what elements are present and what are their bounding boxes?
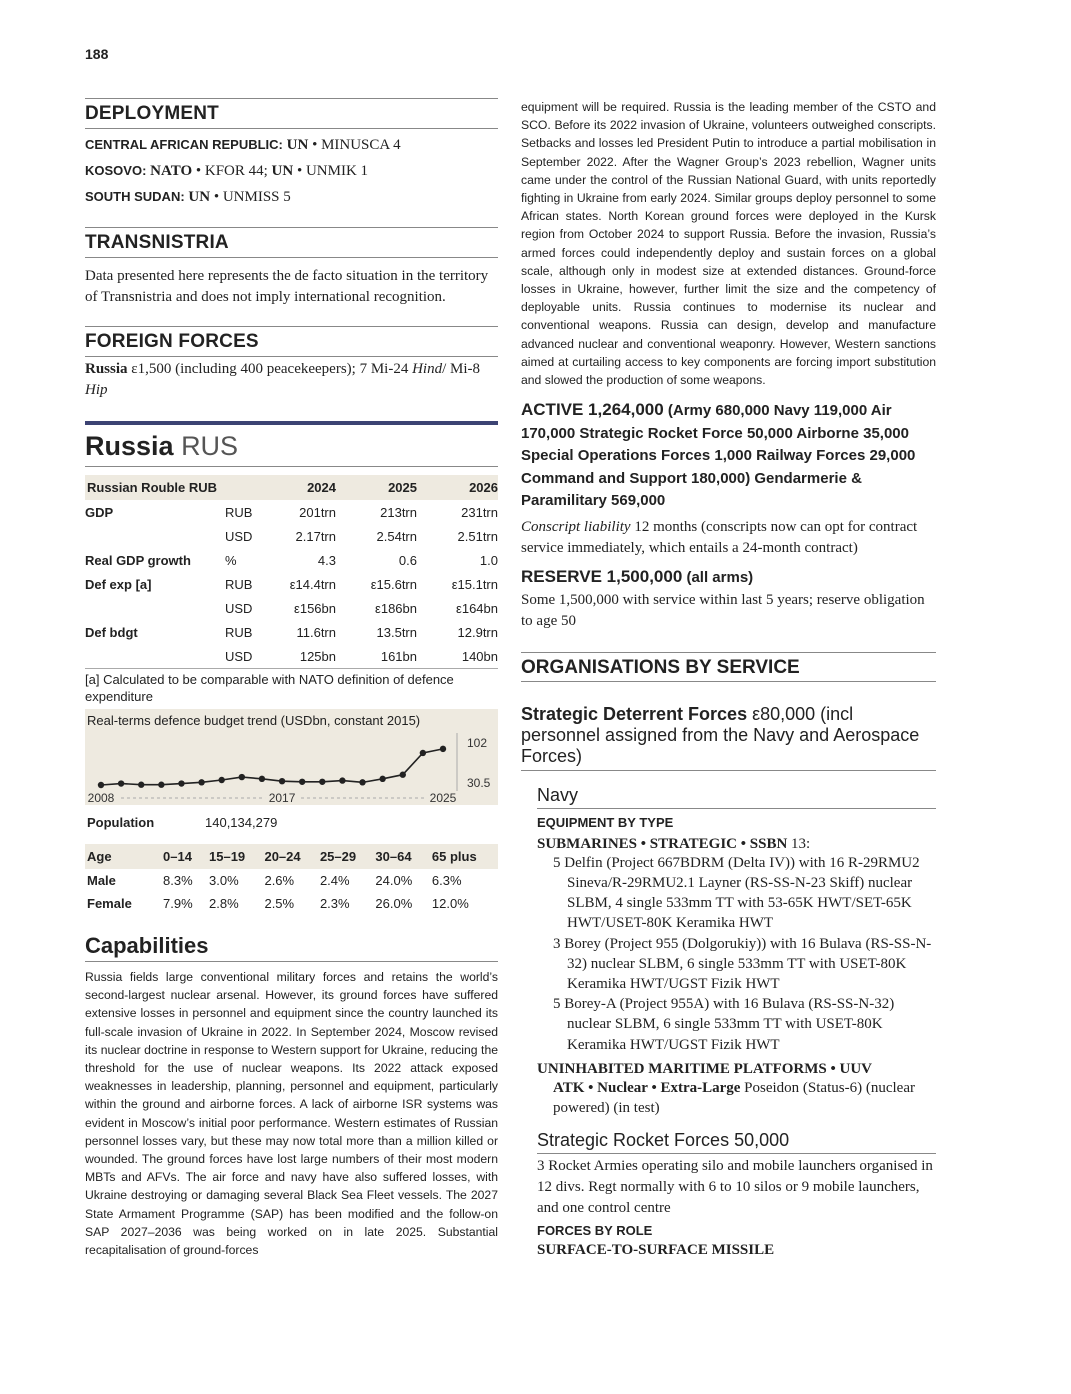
- transnistria-text: Data presented here represents the de facto situation in the territory of Transnistria and does not imply international recognition.: [85, 268, 489, 305]
- chart-point: [279, 778, 285, 784]
- navy-section: [537, 785, 936, 1259]
- capabilities-text: Russia fields large conventional military forces and retains the world’s second-largest nuclear arsenal. However, its ground forces have suffered extensive losses in personnel and equipment since the country launched its full-scale invasion of Ukraine in 2022. In September 2024, Moscow revised its nuclear doctrine in response to Western support for Ukraine, reducing the threshold for the use of nuclear weapons. Its 2022 attack exposed weaknesses in leadership, planning, personnel and equipment, particularly within the ground and airborne forces. A lack of airborne ISR systems was evident in Moscow’s initial poor performance. Western estimates of Russian personnel losses vary, but these may now total more than a million killed or wounded. The ground forces have lost large numbers of their most modern MBTs and AFVs. The air force and navy have also suffered losses, with Ukraine destroying or damaging several Black Sea Fleet vessels. The 2027 State Armament Programme (SAP) has been modified and the follow-on SAP 2027–2036 was being worked on in late 2025. Substantial recapitalisation of ground-forces: [85, 970, 498, 1258]
- economy-cell: RUB: [225, 504, 253, 520]
- economy-header-cell: 2025: [336, 475, 417, 500]
- chart-point: [198, 779, 204, 785]
- age-header-cell: 25–29: [318, 844, 373, 869]
- economy-cell: ε186bn: [375, 600, 417, 616]
- sdf-detail: ε80,000 (incl personnel assigned from the Navy and Aerospace Forces): [521, 703, 920, 766]
- right-column: [521, 98, 936, 1259]
- reserve-detail: (all arms): [682, 568, 754, 586]
- population-value: 140,134,279: [205, 815, 278, 830]
- submarines-count: 13:: [787, 835, 811, 852]
- economy-row: [85, 620, 498, 644]
- chart-series-line: [101, 749, 443, 785]
- sdf-heading: [521, 704, 936, 771]
- economy-cell: %: [225, 552, 237, 568]
- age-cell: Male: [87, 873, 116, 888]
- chart-point: [178, 780, 184, 786]
- srf-heading: [537, 1130, 936, 1154]
- deployment-org: NATO: [150, 163, 193, 179]
- chart-point: [138, 782, 144, 788]
- conscript-detail: 12 months (conscripts now can opt for contract service immediately, which entails a 24-month contract): [521, 518, 918, 556]
- srf-text: 3 Rocket Armies operating silo and mobile launchers organised in 12 divs. Regt normally with 6 to 10 silos or 9 mobile launchers, and one control centre: [537, 1158, 933, 1217]
- economy-row: [85, 572, 498, 596]
- deployment-mission: • UNMISS 5: [210, 189, 291, 205]
- foreign-forces-mid: / Mi-8: [442, 361, 481, 377]
- capabilities-heading: Capabilities: [85, 933, 498, 962]
- deployment-country: SOUTH SUDAN:: [85, 189, 185, 204]
- deployment-list: [85, 137, 498, 205]
- chart-point: [440, 746, 446, 752]
- ssm-label: SURFACE-TO-SURFACE MISSILE: [537, 1242, 775, 1259]
- economy-cell: Def exp [a]: [85, 576, 152, 592]
- chart-point: [158, 782, 164, 788]
- economy-cell: 125bn: [299, 648, 336, 664]
- chart-point: [379, 776, 385, 782]
- srf-title: Strategic Rocket Forces: [537, 1130, 730, 1151]
- economy-cell: 140bn: [461, 648, 498, 664]
- deployment-heading: DEPLOYMENT: [85, 98, 498, 129]
- economy-header-cell: Russian Rouble RUB: [85, 475, 225, 500]
- economy-cell: 2.17trn: [295, 528, 336, 544]
- age-cell: 2.5%: [264, 896, 295, 911]
- country-divider: [85, 421, 498, 425]
- economy-cell: GDP: [85, 504, 114, 520]
- foreign-forces-text: [85, 359, 498, 401]
- capabilities-continued: equipment will be required. Russia is the leading member of the CSTO and SCO. Before its 2022 invasion of Ukraine, volunteers outweighed conscripts. Setbacks and losses led President Putin to introduce a partial mobilisation in September 2022. After the Wagner Group’s 2023 rebellion, Wagner units came under the control of the Russian National Guard, with units reportedly fighting in Ukraine from early 2024. Similar groups deploy personnel to some African states. North Korean ground forces were deployed in the Kursk region from October 2024 to support Russia. Before the invasion, Russia’s armed forces could independently deploy and sustain forces on a global scale, although only in modest size at extended distances. Ground-force losses in Ukraine, however, further limit the size and the competency of deployable units. Russia continues to modernise its nuclear and conventional weapons. Russia can design, develop and manufacture advanced nuclear and conventional weaponry. However, Western sanctions aimed at curtailing access to key components are forcing import substitution and slowed the production of some weapons.: [521, 100, 936, 388]
- age-cell: 6.3%: [431, 873, 462, 888]
- chart-point: [219, 777, 225, 783]
- chart-x-tick-label: 2008: [87, 791, 115, 805]
- ssbn-item: 3 Borey (Project 955 (Dolgorukiy)) with 16 Bulava (RS-SS-N-32) nuclear SLBM, 6 single 533mm TT with USET-80K Keramika HWT/UGST Fizik HWT: [553, 935, 932, 992]
- chart-x-tick-label: 2025: [429, 791, 457, 805]
- deployment-mission: • KFOR 44;: [192, 163, 272, 179]
- submarines-line: [537, 836, 936, 853]
- age-header-cell: 30–64: [373, 844, 430, 869]
- chart-title: Real-terms defence budget trend (USDbn, constant 2015): [87, 713, 421, 728]
- age-header-cell: 20–24: [262, 844, 317, 869]
- submarines-label: SUBMARINES • STRATEGIC • SSBN: [537, 835, 788, 852]
- deployment-org: UN: [286, 137, 309, 153]
- chart-point: [359, 779, 365, 785]
- economy-cell: 1.0: [479, 552, 498, 568]
- age-header-cell: 0–14: [161, 844, 207, 869]
- economy-row: [85, 548, 498, 572]
- foreign-forces-detail: ε1,500 (including 400 peacekeepers); 7 Mi-24: [127, 361, 413, 377]
- economy-cell: 12.9trn: [457, 624, 498, 640]
- age-cell: 2.3%: [319, 896, 350, 911]
- economy-cell: [85, 596, 225, 620]
- economy-cell: 2.54trn: [376, 528, 417, 544]
- age-header-row: [85, 844, 498, 869]
- chart-point: [339, 777, 345, 783]
- organisations-heading: ORGANISATIONS BY SERVICE: [521, 652, 936, 682]
- economy-cell: 213trn: [380, 504, 417, 520]
- economy-cell: 201trn: [299, 504, 336, 520]
- chart-point: [118, 780, 124, 786]
- foreign-forces-country: Russia: [85, 361, 128, 377]
- economy-cell: [85, 524, 225, 548]
- chart-point: [319, 779, 325, 785]
- active-strength: [521, 399, 936, 513]
- economy-cell: 161bn: [380, 648, 417, 664]
- deployment-country: CENTRAL AFRICAN REPUBLIC:: [85, 137, 283, 152]
- defence-budget-chart: [85, 709, 498, 805]
- chart-y-tick-label: 30.5: [467, 776, 491, 790]
- age-cell: 2.8%: [209, 896, 239, 911]
- uuv-line: UNINHABITED MARITIME PLATFORMS • UUV: [537, 1060, 872, 1077]
- conscript-label: Conscript liability: [521, 518, 631, 535]
- srf-count: 50,000: [729, 1130, 790, 1151]
- chart-point: [98, 782, 104, 788]
- economy-cell: ε15.6trn: [370, 576, 417, 592]
- age-header-cell: Age: [85, 844, 161, 869]
- economy-row: [85, 644, 498, 668]
- chart-point: [420, 750, 426, 756]
- economy-cell: 4.3: [317, 552, 336, 568]
- age-cell: 3.0%: [209, 873, 239, 888]
- reserve-strength: [521, 567, 936, 587]
- economy-cell: 2.51trn: [457, 528, 498, 544]
- economy-header-row: [85, 475, 498, 500]
- economy-cell: USD: [225, 600, 253, 616]
- economy-header-cell: [225, 475, 255, 500]
- economy-cell: RUB: [225, 576, 253, 592]
- conscript-text: [521, 517, 936, 559]
- ssbn-item: 5 Borey-A (Project 955A) with 16 Bulava (RS-SS-N-32) nuclear SLBM, 6 single 533mm TT with USET-80K Keramika HWT/UGST Fizik HWT: [553, 996, 895, 1053]
- economy-footnote: [a] Calculated to be comparable with NATO definition of defence expenditure: [85, 668, 498, 705]
- economy-header-cell: 2026: [417, 475, 498, 500]
- economy-cell: ε14.4trn: [289, 576, 336, 592]
- age-cell: 12.0%: [431, 896, 469, 911]
- age-cell: Female: [87, 896, 132, 911]
- economy-cell: [85, 644, 225, 668]
- forces-by-role-label: FORCES BY ROLE: [537, 1223, 653, 1239]
- economy-row: [85, 524, 498, 548]
- country-name: Russia: [85, 431, 174, 461]
- page-number: 188: [85, 46, 109, 62]
- chart-point: [400, 772, 406, 778]
- country-title: [85, 431, 498, 467]
- age-cell: 24.0%: [375, 873, 413, 888]
- deployment-line: [85, 137, 498, 153]
- deployment-line: [85, 163, 498, 179]
- age-cell: 2.4%: [319, 873, 350, 888]
- population-label: Population: [87, 815, 155, 830]
- economy-cell: 13.5trn: [376, 624, 417, 640]
- population-row: [85, 815, 498, 830]
- transnistria-heading: TRANSNISTRIA: [85, 227, 498, 258]
- deployment-org: UN: [271, 163, 294, 179]
- atk-text: Poseidon (Status-6) (nuclear powered) (in test): [553, 1079, 915, 1116]
- deployment-country: KOSOVO:: [85, 163, 147, 178]
- deployment-line: [85, 189, 498, 205]
- deployment-mission: • MINUSCA 4: [308, 137, 401, 153]
- foreign-forces-hind: Hind: [412, 361, 443, 377]
- chart-point: [299, 779, 305, 785]
- age-header-cell: 15–19: [207, 844, 262, 869]
- age-cell: 7.9%: [163, 896, 193, 911]
- country-code: RUS: [181, 431, 239, 461]
- equipment-label: EQUIPMENT BY TYPE: [537, 814, 674, 830]
- economy-cell: 11.6trn: [296, 624, 336, 640]
- economy-cell: ε156bn: [294, 600, 336, 616]
- active-detail: (Army 680,000 Navy 119,000 Air 170,000 Strategic Rocket Force 50,000 Airborne 35,000 Special Operations Forces 1,000 Railway Forces 29,000 Command and Support 180,000) Gendarmerie & Paramilitary 569,000: [521, 402, 916, 510]
- age-cell: 26.0%: [375, 896, 413, 911]
- atk-label: ATK • Nuclear • Extra-Large: [553, 1079, 741, 1096]
- active-label: ACTIVE 1,264,000: [521, 400, 664, 420]
- navy-heading: [537, 785, 936, 809]
- age-header-cell: 65 plus: [430, 844, 498, 869]
- economy-cell: RUB: [225, 624, 253, 640]
- reserve-label: RESERVE 1,500,000: [521, 566, 683, 586]
- reserve-text: Some 1,500,000 with service within last 5 years; reserve obligation to age 50: [521, 591, 925, 629]
- chart-point: [239, 774, 245, 780]
- chart-x-tick-label: 2017: [268, 791, 296, 805]
- chart-svg: [85, 733, 498, 805]
- age-cell: 8.3%: [163, 873, 193, 888]
- economy-cell: USD: [225, 648, 253, 664]
- sdf-title: Strategic Deterrent Forces: [521, 703, 748, 724]
- economy-table: [85, 475, 498, 668]
- economy-cell: ε164bn: [456, 600, 498, 616]
- atk-item: [537, 1078, 936, 1118]
- foreign-forces-hip: Hip: [85, 382, 108, 398]
- economy-row: [85, 500, 498, 524]
- age-cell: 2.6%: [264, 873, 295, 888]
- left-column: [85, 98, 498, 1259]
- age-table: [85, 844, 498, 915]
- navy-title: Navy: [537, 784, 579, 805]
- economy-cell: USD: [225, 528, 253, 544]
- foreign-forces-heading: FOREIGN FORCES: [85, 326, 498, 357]
- economy-cell: ε15.1trn: [451, 576, 498, 592]
- economy-cell: Real GDP growth: [85, 552, 191, 568]
- deployment-mission: • UNMIK 1: [293, 163, 369, 179]
- deployment-org: UN: [188, 189, 211, 205]
- economy-row: [85, 596, 498, 620]
- age-row: [85, 869, 498, 892]
- economy-cell: 231trn: [461, 504, 498, 520]
- chart-y-tick-label: 102: [467, 736, 488, 750]
- age-row: [85, 892, 498, 915]
- ssbn-item: 5 Delfin (Project 667BDRM (Delta IV)) with 16 R-29RMU2 Sineva/R-29RMU2.1 Layner (RS-SS-N-23 Skiff) nuclear SLBM, 4 single 533mm TT with 53-65K HWT/SET-65K HWT/USET-80K Keramika HWT: [553, 854, 920, 932]
- chart-point: [259, 776, 265, 782]
- economy-cell: Def bdgt: [85, 624, 138, 640]
- economy-cell: 0.6: [398, 552, 417, 568]
- economy-header-cell: 2024: [255, 475, 336, 500]
